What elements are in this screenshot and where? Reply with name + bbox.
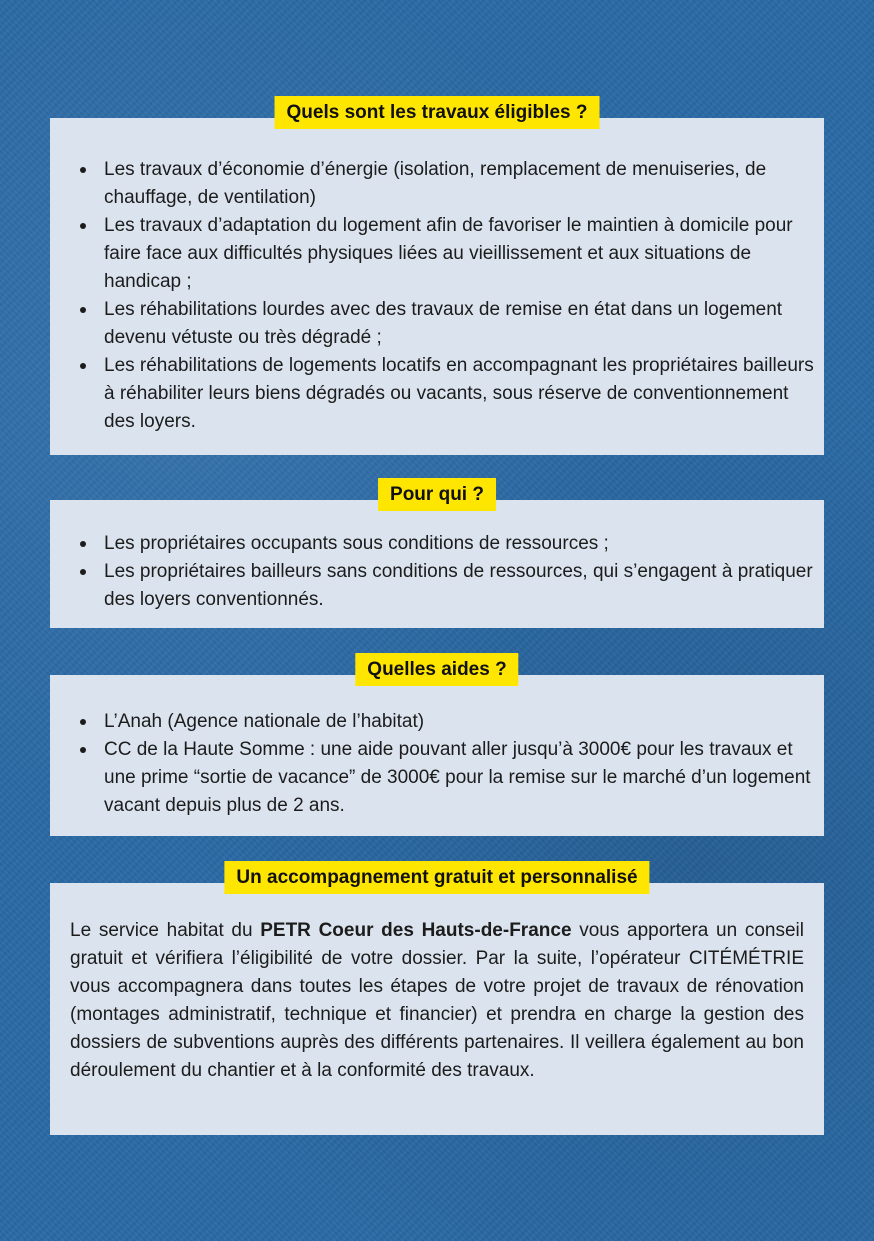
list-item: Les propriétaires bailleurs sans conditions de ressources, qui s’engagent à pratiquer des loyers conventionnés.: [104, 558, 824, 614]
travaux-list: [50, 156, 824, 436]
pour-qui-list: [50, 530, 824, 614]
list-item: Les propriétaires occupants sous conditions de ressources ;: [104, 530, 824, 558]
section-aides-panel: [50, 675, 824, 836]
section-accompagnement-panel: [50, 883, 824, 1135]
accompagnement-paragraph: [50, 917, 824, 1085]
list-item: Les réhabilitations lourdes avec des travaux de remise en état dans un logement devenu vétuste ou très dégradé ;: [104, 296, 824, 352]
list-item: Les travaux d’économie d’énergie (isolation, remplacement de menuiseries, de chauffage, de ventilation): [104, 156, 824, 212]
paragraph-body: vous apportera un conseil gratuit et vérifiera l’éligibilité de votre dossier. Par la suite, l’opérateur CITÉMÉTRIE vous accompagnera dans toutes les étapes de votre projet de travaux de rénovation (montages administratif, technique et financier) et prendra en charge la gestion des dossiers de subventions auprès des différents partenaires. Il veillera également au bon déroulement du chantier et à la conformité des travaux.: [70, 920, 804, 1081]
petr-name: PETR Coeur des Hauts-de-France: [260, 920, 572, 941]
list-item: CC de la Haute Somme : une aide pouvant aller jusqu’à 3000€ pour les travaux et une prime “sortie de vacance” de 3000€ pour la remise sur le marché d’un logement vacant depuis plus de 2 ans.: [104, 736, 824, 820]
list-item: Les réhabilitations de logements locatifs en accompagnant les propriétaires bailleurs à réhabiliter leurs biens dégradés ou vacants, sous réserve de conventionnement des loyers.: [104, 352, 824, 436]
aides-list: [50, 708, 824, 820]
section-title-pour-qui: Pour qui ?: [378, 478, 496, 511]
section-title-aides: Quelles aides ?: [355, 653, 518, 686]
section-title-travaux: Quels sont les travaux éligibles ?: [275, 96, 600, 129]
list-item: L’Anah (Agence nationale de l’habitat): [104, 708, 824, 736]
list-item: Les travaux d’adaptation du logement afin de favoriser le maintien à domicile pour faire face aux difficultés physiques liées au vieillissement et aux situations de handicap ;: [104, 212, 824, 296]
section-pour-qui-panel: [50, 500, 824, 628]
section-title-accompagnement: Un accompagnement gratuit et personnalisé: [224, 861, 649, 894]
section-travaux-panel: [50, 118, 824, 455]
paragraph-intro: Le service habitat du: [70, 920, 261, 941]
